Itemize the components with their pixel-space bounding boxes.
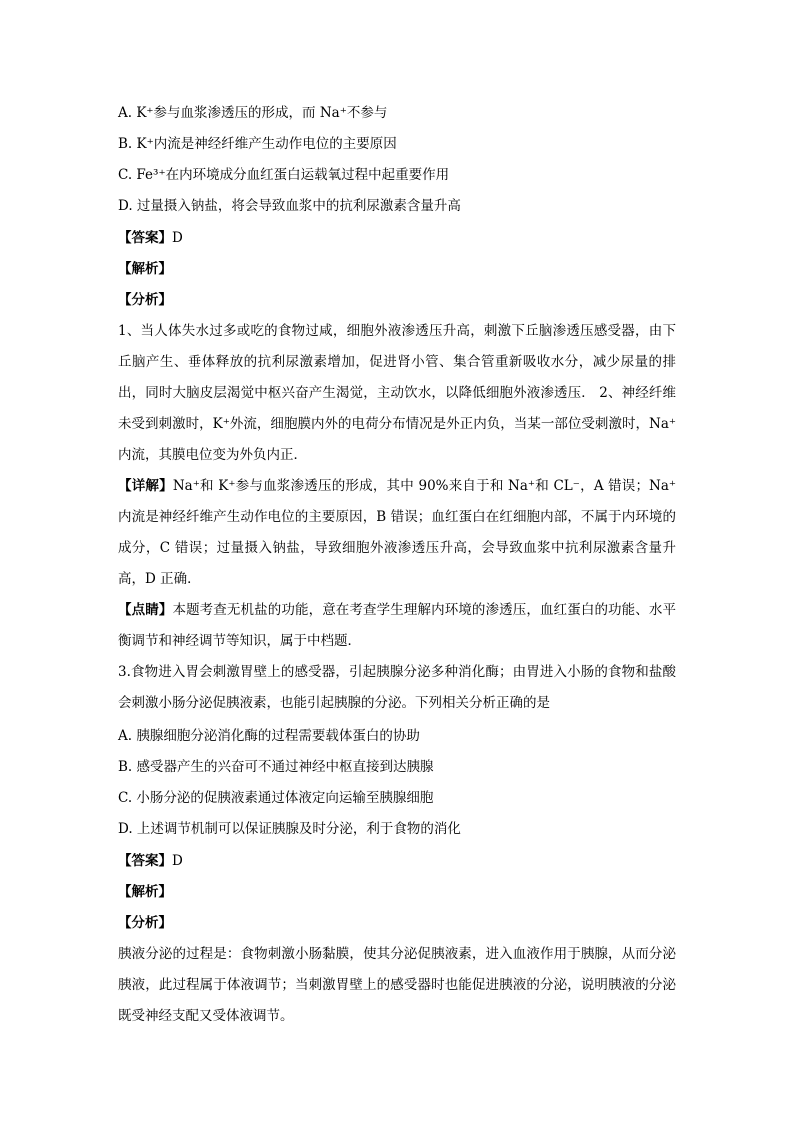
answer-value: D <box>172 853 183 869</box>
answer-tag: 【答案】 <box>118 853 172 869</box>
q3-option-b: B. 感受器产生的兴奋可不通过神经中枢直接到达胰腺 <box>118 759 434 775</box>
answer-value: D <box>172 230 183 246</box>
q2-option-d: D. 过量摄入钠盐，将会导致血浆中的抗利尿激素含量升高 <box>118 198 461 214</box>
detail-tag: 【详解】 <box>118 478 173 494</box>
q3-stem: 3.食物进入胃会刺激胃壁上的感受器，引起胰腺分泌多种消化酶；由胃进入小肠的食物和盐酸会刺激小肠分泌促胰液素，也能引起胰腺的分泌。下列相关分析正确的是 <box>118 664 676 711</box>
q3-fenxi-tag: 【分析】 <box>118 915 172 931</box>
q2-comment <box>118 595 676 657</box>
q2-jiexi-tag: 【解析】 <box>118 261 172 277</box>
q2-option-c: C. Fe³⁺在内环境成分血红蛋白运载氧过程中起重要作用 <box>118 167 450 183</box>
q2-analysis: 1、当人体失水过多或吃的食物过咸，细胞外液渗透压升高，刺激下丘脑渗透压感受器，由下丘脑产生、垂体释放的抗利尿激素增加，促进肾小管、集合管重新吸收水分，减少尿量的排出，同时大脑皮层渴觉中枢兴奋产生渴觉，主动饮水，以降低细胞外液渗透压． 2、神经纤维未受到刺激时，K⁺外流，细胞膜内外的电荷分布情况是外正内负，当某一部位受刺激时，Na⁺内流，其膜电位变为外负内正． <box>118 323 676 463</box>
q2-detail <box>118 471 676 595</box>
detail-text: Na⁺和 K⁺参与血浆渗透压的形成，其中 90%来自于和 Na⁺和 CL⁻，A 错误；Na⁺内流是神经纤维产生动作电位的主要原因，B 错误；血红蛋白在红细胞内部，不属于内环境的成分，C 错误；过量摄入钠盐，导致细胞外液渗透压升高，会导致血浆中抗利尿激素含量升高，D 正确． <box>118 478 676 587</box>
q2-option-a: A. K⁺参与血浆渗透压的形成，而 Na⁺不参与 <box>118 105 388 121</box>
q3-option-c: C. 小肠分泌的促胰液素通过体液定向运输至胰腺细胞 <box>118 790 434 806</box>
q2-fenxi-tag: 【分析】 <box>118 292 172 308</box>
q3-answer <box>118 852 678 870</box>
comment-text: 本题考查无机盐的功能，意在考查学生理解内环境的渗透压，血红蛋白的功能、水平衡调节和神经调节等知识，属于中档题． <box>118 602 677 649</box>
q3-jiexi-tag: 【解析】 <box>118 884 172 900</box>
q3-option-a: A. 胰腺细胞分泌消化酶的过程需要载体蛋白的协助 <box>118 728 420 744</box>
answer-tag: 【答案】 <box>118 230 172 246</box>
comment-tag: 【点睛】 <box>118 602 173 618</box>
q3-analysis: 胰液分泌的过程是：食物刺激小肠黏膜，使其分泌促胰液素，进入血液作用于胰腺，从而分泌胰液，此过程属于体液调节；当刺激胃壁上的感受器时也能促进胰液的分泌，说明胰液的分泌既受神经支配又受体液调节。 <box>118 946 676 1024</box>
q2-answer <box>118 229 678 247</box>
q2-option-b: B. K⁺内流是神经纤维产生动作电位的主要原因 <box>118 136 397 152</box>
q3-option-d: D. 上述调节机制可以保证胰腺及时分泌，利于食物的消化 <box>118 821 461 837</box>
